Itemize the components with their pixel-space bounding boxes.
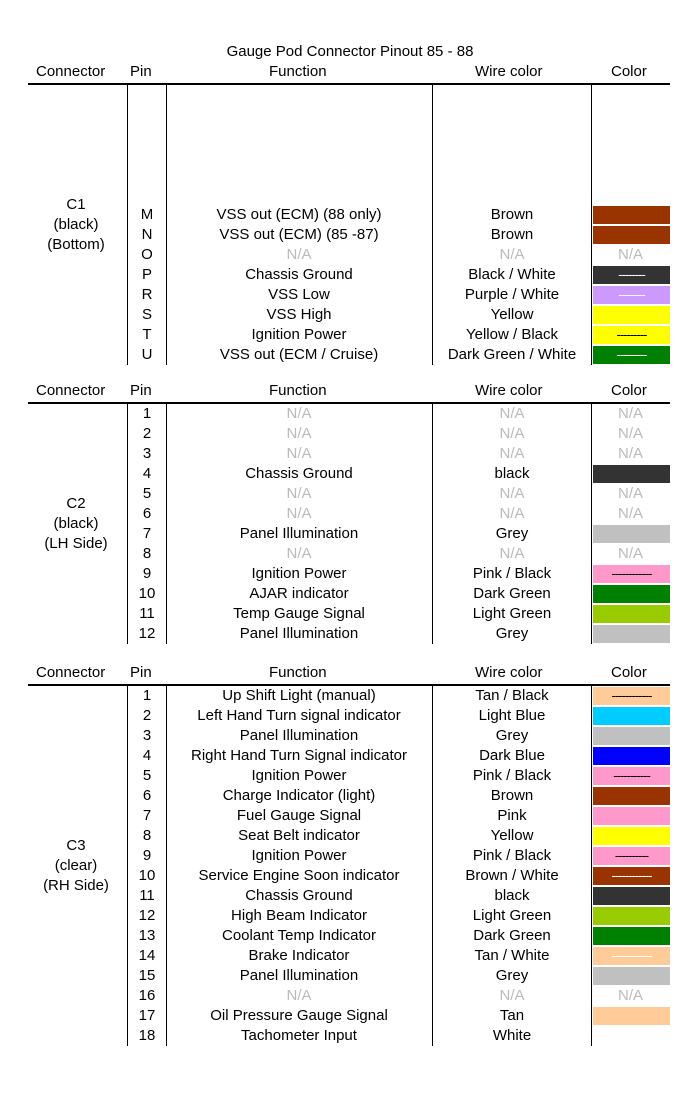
pin-cell: S <box>141 306 152 323</box>
wire-color-cell: black <box>494 465 530 482</box>
function-cell: N/A <box>286 545 312 562</box>
pin-cell: 5 <box>142 767 152 784</box>
table-row <box>28 926 670 946</box>
color-swatch-cell <box>591 946 670 966</box>
c3-rows <box>28 686 670 1046</box>
color-swatch-cell <box>591 345 670 365</box>
color-swatch-cell <box>591 766 670 786</box>
table-row <box>28 1006 670 1026</box>
pin-cell: 12 <box>138 907 156 924</box>
connector-type: (clear) <box>54 857 98 874</box>
table-row <box>28 564 670 584</box>
c1-rows <box>28 85 670 365</box>
header-function: Function <box>269 63 327 80</box>
color-swatch-cell <box>591 926 670 946</box>
table-row <box>28 504 670 524</box>
c3-section <box>28 664 670 1046</box>
na-text: N/A <box>617 425 643 442</box>
function-cell: N/A <box>286 505 312 522</box>
color-swatch-cell <box>591 806 670 826</box>
wire-color-cell: Light Blue <box>478 707 546 724</box>
pin-cell: U <box>141 346 153 363</box>
header-function: Function <box>269 382 327 399</box>
pin-cell: 7 <box>142 807 152 824</box>
wire-color-cell: N/A <box>499 545 525 562</box>
pin-cell: 6 <box>142 505 152 522</box>
header-color: Color <box>611 382 647 399</box>
function-cell: High Beam Indicator <box>231 907 367 924</box>
pin-cell: 7 <box>142 525 152 542</box>
color-swatch <box>593 286 670 304</box>
table-row <box>28 225 670 245</box>
function-cell: Oil Pressure Gauge Signal <box>210 1007 388 1024</box>
table-row <box>28 265 670 285</box>
connector-type: (black) <box>53 515 99 532</box>
color-swatch <box>593 907 670 925</box>
pin-cell: 2 <box>142 707 152 724</box>
connector-location: (LH Side) <box>44 535 108 552</box>
table-header <box>28 382 670 404</box>
header-wire-color: Wire color <box>475 664 543 681</box>
wire-color-cell: Dark Green / White <box>447 346 577 363</box>
table-row <box>28 524 670 544</box>
stripe-marker: ------------ <box>611 868 652 883</box>
table-row <box>28 205 670 225</box>
table-row <box>28 484 670 504</box>
color-swatch <box>593 565 670 583</box>
header-wire-color: Wire color <box>475 63 543 80</box>
header-connector: Connector <box>36 382 106 399</box>
wire-color-cell: Grey <box>495 727 529 744</box>
function-cell: Chassis Ground <box>245 887 353 904</box>
wire-color-cell: Light Green <box>472 605 552 622</box>
pin-cell: T <box>142 326 152 343</box>
na-text: N/A <box>617 505 643 522</box>
pin-cell: 13 <box>138 927 156 944</box>
function-cell: VSS out (ECM) (88 only) <box>216 206 382 223</box>
color-swatch-cell <box>591 285 670 305</box>
wire-color-cell: Light Green <box>472 907 552 924</box>
color-swatch <box>593 807 670 825</box>
color-swatch <box>593 525 670 543</box>
color-swatch-cell <box>591 524 670 544</box>
c2-section <box>28 382 670 644</box>
function-cell: Chassis Ground <box>245 266 353 283</box>
pin-cell: N <box>141 226 153 243</box>
table-row <box>28 886 670 906</box>
na-text: N/A <box>617 246 643 263</box>
color-swatch-cell <box>591 484 670 504</box>
pin-cell: 4 <box>142 465 152 482</box>
table-row <box>28 305 670 325</box>
header-function: Function <box>269 664 327 681</box>
pin-cell: 9 <box>142 847 152 864</box>
function-cell: Ignition Power <box>251 767 347 784</box>
table-row <box>28 866 670 886</box>
wire-color-cell: black <box>494 887 530 904</box>
table-row <box>28 424 670 444</box>
table-row <box>28 624 670 644</box>
wire-color-cell: N/A <box>499 405 525 422</box>
table-row <box>28 345 670 365</box>
color-swatch-cell <box>591 966 670 986</box>
c3-connector-label <box>28 836 124 896</box>
color-swatch <box>593 947 670 965</box>
stripe-marker: ------------ <box>611 566 652 581</box>
pin-cell: P <box>141 266 152 283</box>
color-swatch-cell <box>591 1026 670 1046</box>
pin-cell: 2 <box>142 425 152 442</box>
function-cell: Fuel Gauge Signal <box>236 807 362 824</box>
table-row <box>28 946 670 966</box>
wire-color-cell: Tan / White <box>474 947 550 964</box>
color-swatch-cell <box>591 906 670 926</box>
pin-cell: 4 <box>142 747 152 764</box>
wire-color-cell: Pink / Black <box>472 565 552 582</box>
header-pin: Pin <box>130 382 152 399</box>
function-cell: Left Hand Turn signal indicator <box>197 707 401 724</box>
table-row <box>28 746 670 766</box>
stripe-marker: ---------- <box>614 848 649 863</box>
header-wire-color: Wire color <box>475 382 543 399</box>
pin-cell: 16 <box>138 987 156 1004</box>
color-swatch <box>593 326 670 344</box>
color-swatch-cell <box>591 265 670 285</box>
color-swatch <box>593 1007 670 1025</box>
function-cell: Temp Gauge Signal <box>233 605 365 622</box>
function-cell: Panel Illumination <box>239 525 359 542</box>
table-row <box>28 846 670 866</box>
color-swatch-cell <box>591 746 670 766</box>
pin-cell: 10 <box>138 867 156 884</box>
table-header <box>28 63 670 85</box>
wire-color-cell: Brown <box>490 206 534 223</box>
function-cell: Up Shift Light (manual) <box>222 687 376 704</box>
color-swatch-cell <box>591 584 670 604</box>
pin-cell: M <box>140 206 154 223</box>
function-cell: N/A <box>286 987 312 1004</box>
function-cell: VSS out (ECM / Cruise) <box>219 346 379 363</box>
color-swatch-cell <box>591 866 670 886</box>
color-swatch-cell <box>591 544 670 564</box>
color-swatch-cell <box>591 404 670 424</box>
wire-color-cell: Yellow <box>490 827 534 844</box>
table-row <box>28 766 670 786</box>
function-cell: N/A <box>286 246 312 263</box>
table-row <box>28 686 670 706</box>
wire-color-cell: N/A <box>499 246 525 263</box>
table-row <box>28 245 670 265</box>
color-swatch-cell <box>591 564 670 584</box>
stripe-marker: ----------- <box>613 768 650 783</box>
wire-color-cell: Grey <box>495 625 529 642</box>
color-swatch-cell <box>591 826 670 846</box>
table-row <box>28 325 670 345</box>
pin-cell: 8 <box>142 545 152 562</box>
wire-color-cell: Black / White <box>468 266 556 283</box>
function-cell: Service Engine Soon indicator <box>198 867 400 884</box>
function-cell: N/A <box>286 425 312 442</box>
table-row <box>28 444 670 464</box>
color-swatch-cell <box>591 886 670 906</box>
function-cell: Brake Indicator <box>248 947 350 964</box>
pin-cell: 11 <box>139 887 155 904</box>
function-cell: VSS out (ECM) (85 -87) <box>219 226 379 243</box>
table-row <box>28 806 670 826</box>
color-swatch <box>593 306 670 324</box>
function-cell: N/A <box>286 445 312 462</box>
color-swatch <box>593 867 670 885</box>
color-swatch <box>593 226 670 244</box>
stripe-marker: --------- <box>616 327 647 342</box>
pin-cell: 6 <box>142 787 152 804</box>
color-swatch <box>593 625 670 643</box>
function-cell: Ignition Power <box>251 326 347 343</box>
c1-faint-rows <box>28 85 670 205</box>
wire-color-cell: White <box>492 1027 532 1044</box>
wire-color-cell: N/A <box>499 505 525 522</box>
pin-cell: 12 <box>138 625 156 642</box>
header-pin: Pin <box>130 664 152 681</box>
wire-color-cell: N/A <box>499 445 525 462</box>
color-swatch <box>593 585 670 603</box>
color-swatch <box>593 847 670 865</box>
wire-color-cell: Brown / White <box>465 867 559 884</box>
function-cell: Ignition Power <box>251 565 347 582</box>
connector-location: (Bottom) <box>47 236 105 253</box>
connector-name: C2 <box>66 495 86 512</box>
header-pin: Pin <box>130 63 152 80</box>
color-swatch-cell <box>591 1006 670 1026</box>
function-cell: Charge Indicator (light) <box>222 787 376 804</box>
color-swatch <box>593 967 670 985</box>
function-cell: Panel Illumination <box>239 625 359 642</box>
table-row <box>28 906 670 926</box>
table-row <box>28 986 670 1006</box>
wire-color-cell: Purple / White <box>464 286 560 303</box>
color-swatch <box>593 887 670 905</box>
connector-name: C1 <box>66 196 86 213</box>
color-swatch-cell <box>591 444 670 464</box>
pin-cell: 10 <box>138 585 156 602</box>
color-swatch <box>593 767 670 785</box>
color-swatch-cell <box>591 686 670 706</box>
wire-color-cell: Dark Blue <box>479 747 545 764</box>
wire-color-cell: Brown <box>490 787 534 804</box>
color-swatch-cell <box>591 464 670 484</box>
table-row <box>28 285 670 305</box>
pin-cell: O <box>141 246 153 263</box>
pin-cell: 8 <box>142 827 152 844</box>
color-swatch-cell <box>591 726 670 746</box>
color-swatch-cell <box>591 504 670 524</box>
function-cell: VSS Low <box>268 286 330 303</box>
wire-color-cell: Grey <box>495 525 529 542</box>
pin-cell: 3 <box>142 727 152 744</box>
color-swatch <box>593 465 670 483</box>
color-swatch <box>593 827 670 845</box>
table-row <box>28 584 670 604</box>
pin-cell: 15 <box>138 967 156 984</box>
color-swatch <box>593 687 670 705</box>
color-swatch-cell <box>591 604 670 624</box>
stripe-marker: ------------ <box>611 948 652 963</box>
color-swatch-cell <box>591 205 670 225</box>
function-cell: Ignition Power <box>251 847 347 864</box>
wire-color-cell: N/A <box>499 987 525 1004</box>
pin-cell: 1 <box>142 687 152 704</box>
wire-color-cell: Pink / Black <box>472 767 552 784</box>
wire-color-cell: Yellow <box>490 306 534 323</box>
c1-section <box>28 63 670 365</box>
function-cell: Panel Illumination <box>239 727 359 744</box>
pin-cell: 1 <box>142 405 152 422</box>
stripe-marker: --------- <box>616 347 647 362</box>
color-swatch <box>593 747 670 765</box>
color-swatch-cell <box>591 846 670 866</box>
color-swatch <box>593 266 670 284</box>
color-swatch-cell <box>591 245 670 265</box>
color-swatch <box>593 707 670 725</box>
color-swatch <box>593 927 670 945</box>
color-swatch-cell <box>591 624 670 644</box>
function-cell: Coolant Temp Indicator <box>222 927 376 944</box>
table-row <box>28 706 670 726</box>
header-connector: Connector <box>36 63 106 80</box>
color-swatch-cell <box>591 225 670 245</box>
wire-color-cell: Pink <box>497 807 527 824</box>
table-row <box>28 604 670 624</box>
pin-cell: R <box>141 286 153 303</box>
wire-color-cell: Grey <box>495 967 529 984</box>
color-swatch <box>593 605 670 623</box>
function-cell: N/A <box>286 405 312 422</box>
pin-cell: 11 <box>139 605 155 622</box>
pin-cell: 5 <box>142 485 152 502</box>
c2-rows <box>28 404 670 644</box>
function-cell: AJAR indicator <box>249 585 349 602</box>
stripe-marker: -------- <box>618 287 645 302</box>
na-text: N/A <box>617 485 643 502</box>
function-cell: Chassis Ground <box>245 465 353 482</box>
table-row <box>28 544 670 564</box>
wire-color-cell: N/A <box>499 425 525 442</box>
color-swatch-cell <box>591 986 670 1006</box>
na-text: N/A <box>617 987 643 1004</box>
table-row <box>28 1026 670 1046</box>
wire-color-cell: N/A <box>499 485 525 502</box>
na-text: N/A <box>617 445 643 462</box>
table-row <box>28 786 670 806</box>
header-connector: Connector <box>36 664 106 681</box>
wire-color-cell: Brown <box>490 226 534 243</box>
c2-connector-label <box>28 494 124 554</box>
pin-cell: 9 <box>142 565 152 582</box>
connector-location: (RH Side) <box>43 877 109 894</box>
pin-cell: 14 <box>138 947 156 964</box>
header-color: Color <box>611 63 647 80</box>
color-swatch <box>593 727 670 745</box>
na-text: N/A <box>617 405 643 422</box>
wire-color-cell: Pink / Black <box>472 847 552 864</box>
wire-color-cell: Yellow / Black <box>466 326 558 343</box>
na-text: N/A <box>617 545 643 562</box>
color-swatch-cell <box>591 424 670 444</box>
wire-color-cell: Tan <box>499 1007 525 1024</box>
connector-name: C3 <box>66 837 86 854</box>
function-cell: Seat Belt indicator <box>238 827 360 844</box>
pin-cell: 17 <box>138 1007 156 1024</box>
connector-type: (black) <box>53 216 99 233</box>
color-swatch-cell <box>591 325 670 345</box>
function-cell: VSS High <box>266 306 332 323</box>
wire-color-cell: Dark Green <box>473 585 551 602</box>
c1-connector-label <box>28 195 124 255</box>
table-header <box>28 664 670 686</box>
header-color: Color <box>611 664 647 681</box>
color-swatch-cell <box>591 706 670 726</box>
table-row <box>28 464 670 484</box>
function-cell: Tachometer Input <box>241 1027 357 1044</box>
stripe-marker: ------------ <box>611 688 652 703</box>
function-cell: Panel Illumination <box>239 967 359 984</box>
pin-cell: 3 <box>142 445 152 462</box>
pin-cell: 18 <box>138 1027 156 1044</box>
table-row <box>28 826 670 846</box>
table-row <box>28 966 670 986</box>
color-swatch-cell <box>591 305 670 325</box>
page-title: Gauge Pod Connector Pinout 85 - 88 <box>226 43 474 60</box>
color-swatch <box>593 206 670 224</box>
function-cell: N/A <box>286 485 312 502</box>
function-cell: Right Hand Turn Signal indicator <box>191 747 407 764</box>
table-row <box>28 404 670 424</box>
wire-color-cell: Dark Green <box>473 927 551 944</box>
color-swatch <box>593 787 670 805</box>
wire-color-cell: Tan / Black <box>475 687 549 704</box>
table-row <box>28 726 670 746</box>
color-swatch <box>593 346 670 364</box>
stripe-marker: -------- <box>618 267 645 282</box>
color-swatch-cell <box>591 786 670 806</box>
